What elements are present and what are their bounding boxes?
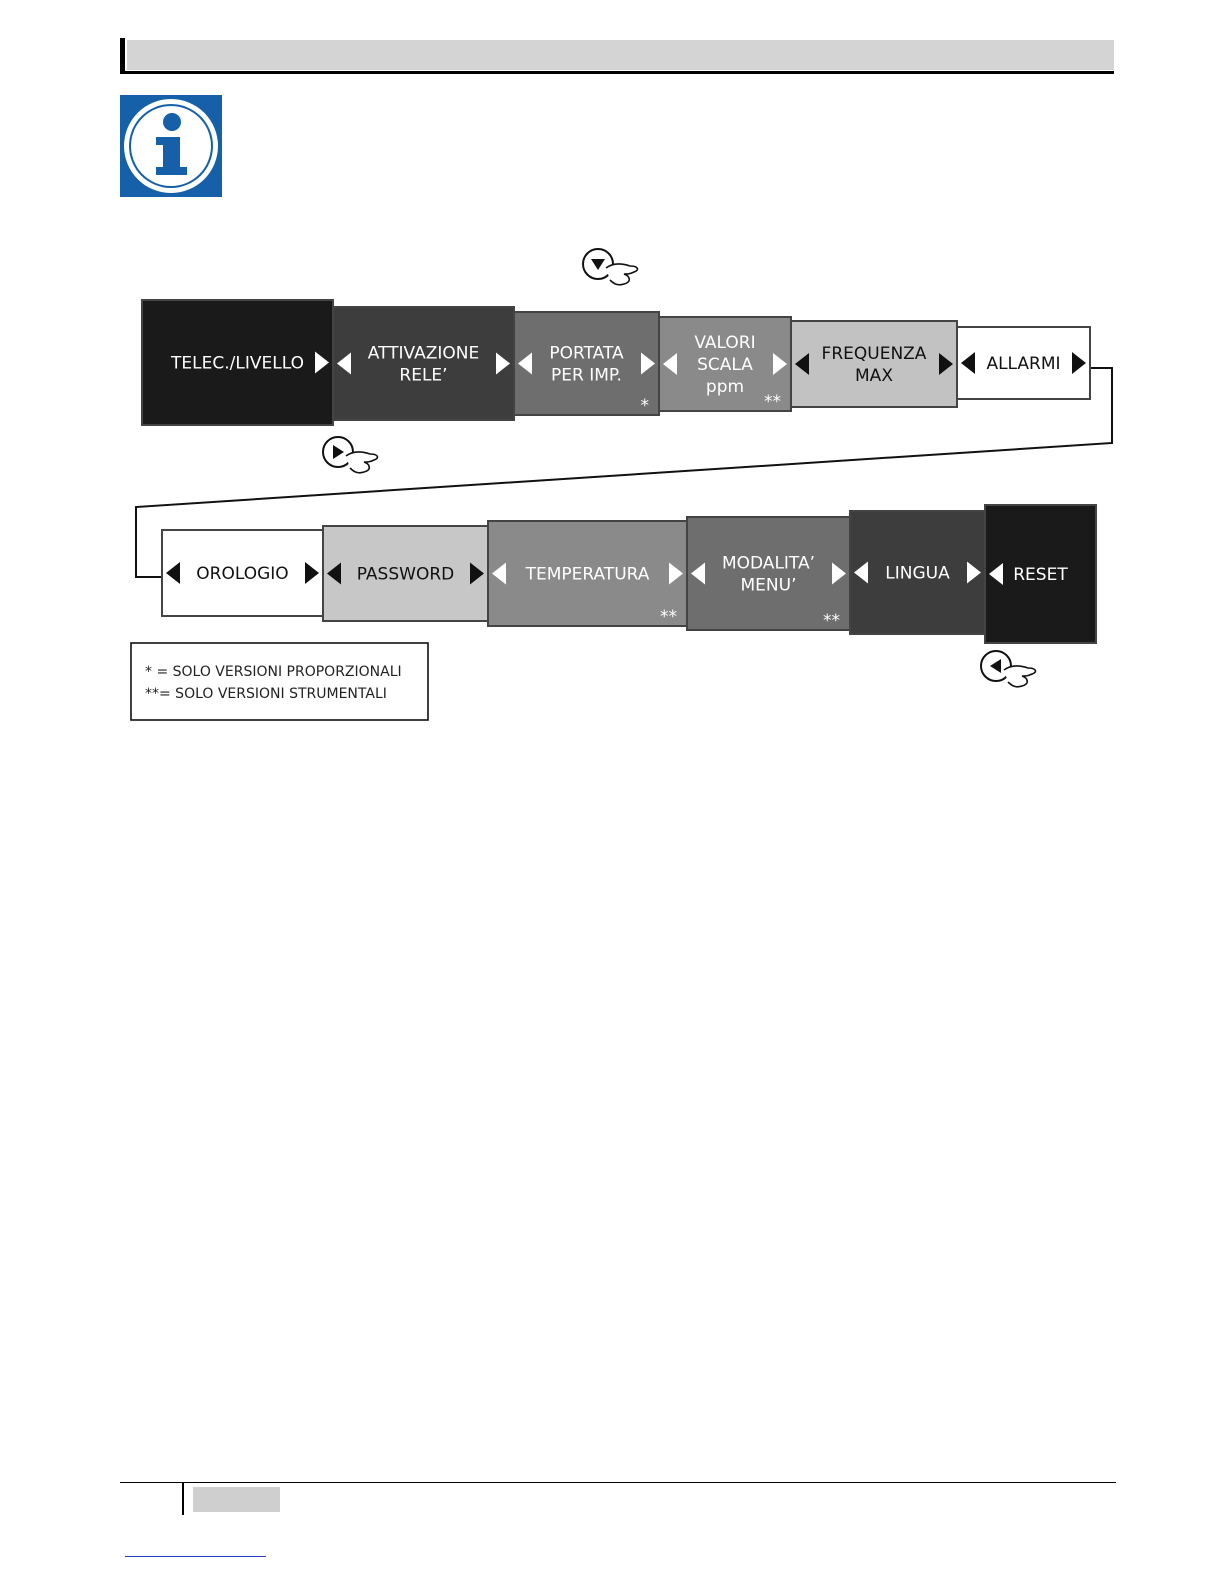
menu-item-frequenza[interactable] [791, 321, 957, 407]
menu-item-label: RELE’ [399, 365, 448, 386]
legend-box [131, 643, 428, 720]
menu-item-note-mark: ** [660, 607, 677, 627]
menu-item-label: ppm [705, 377, 745, 397]
menu-item-label: PASSWORD [356, 564, 455, 585]
menu-item-box [333, 307, 514, 420]
menu-item-label: MODALITA’ [721, 553, 816, 574]
menu-item-allarmi[interactable] [957, 327, 1090, 399]
menu-item-label: TELEC./LIVELLO [171, 353, 304, 374]
menu-item-valori[interactable] [659, 317, 791, 412]
menu-item-box [791, 321, 957, 407]
menu-item-label: ALLARMI [986, 354, 1061, 374]
menu-item-portata[interactable] [514, 312, 659, 416]
menu-item-attivazione[interactable] [333, 307, 514, 420]
menu-item-label: TEMPERATURA [525, 564, 650, 585]
menu-item-box [514, 312, 659, 415]
menu-flow-diagram [0, 0, 1224, 760]
menu-item-label: PER IMP. [551, 365, 622, 386]
menu-item-label: MENU’ [740, 575, 797, 596]
menu-item-note-mark: * [640, 396, 649, 416]
menu-item-label: RESET [1013, 565, 1068, 585]
left-arrow-button-icon[interactable] [981, 651, 1035, 687]
menu-item-reset[interactable] [985, 505, 1096, 643]
menu-item-telec[interactable] [142, 300, 333, 425]
menu-row-2 [162, 505, 1096, 643]
menu-item-label: LINGUA [885, 563, 950, 584]
right-arrow-button-icon[interactable] [323, 437, 377, 473]
menu-item-password[interactable] [323, 526, 488, 621]
menu-item-modalita[interactable] [687, 517, 850, 631]
menu-row-1 [142, 300, 1090, 425]
menu-item-lingua[interactable] [850, 511, 985, 634]
menu-item-orologio[interactable] [162, 530, 323, 616]
menu-item-label: ATTIVAZIONE [367, 343, 480, 364]
menu-item-label: OROLOGIO [196, 564, 289, 584]
footer-divider [182, 1482, 184, 1515]
down-arrow-button-icon[interactable] [583, 249, 637, 285]
menu-item-label: VALORI [694, 333, 756, 353]
menu-item-label: SCALA [697, 355, 753, 375]
legend-line-2: **= SOLO VERSIONI STRUMENTALI [145, 686, 387, 702]
legend-line-1: * = SOLO VERSIONI PROPORZIONALI [145, 664, 402, 680]
menu-item-label: MAX [855, 366, 893, 386]
menu-item-note-mark: ** [823, 611, 840, 631]
footer-link-underline[interactable] [125, 1556, 266, 1557]
menu-item-temperatura[interactable] [488, 521, 687, 627]
footer-rule [120, 1482, 1116, 1483]
menu-item-note-mark: ** [764, 392, 781, 412]
menu-item-label: FREQUENZA [821, 344, 927, 364]
footer-page-box [193, 1487, 280, 1512]
menu-item-label: PORTATA [549, 343, 624, 364]
